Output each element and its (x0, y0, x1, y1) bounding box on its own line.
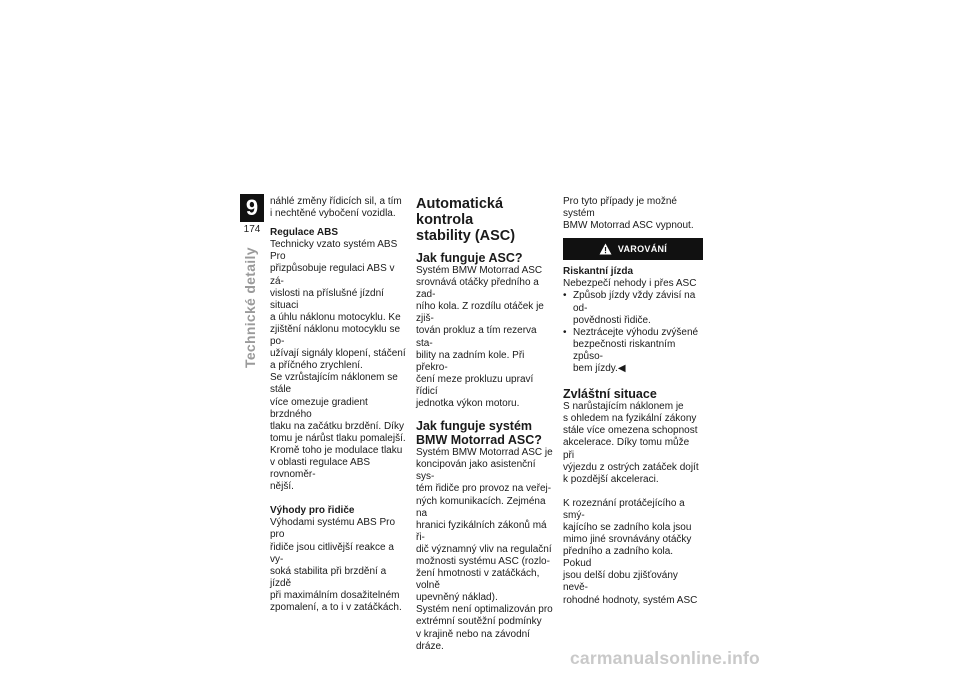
warning-bullet-list (563, 290, 703, 375)
heading-abs-regulation: Regulace ABS (270, 227, 338, 239)
heading-how-asc-works: Jak funguje ASC? (416, 251, 523, 265)
text-column-1 (270, 196, 410, 614)
chapter-side-title: Technické detaily (242, 247, 258, 368)
paragraph-system-concept: Systém BMW Motorrad ASC je koncipován jako asistenční sys- tém řidiče pro provoz na veřej- ných komunikacích. Zejména na hranici fyzikálních zákonů má ři- dič významný vliv na regulační možnosti systému ASC (rozlo- žení hmotnosti v zatáčkách, volně upevněný náklad). (416, 447, 553, 604)
text-column-3 (563, 196, 703, 607)
heading-how-system-works: Jak funguje systém BMW Motorrad ASC? (416, 419, 542, 448)
heading-risky-riding: Riskantní jízda (563, 266, 634, 278)
page-number: 174 (243, 224, 261, 235)
paragraph-how-asc-works: Systém BMW Motorrad ASC srovnává otáčky předního a zad- ního kola. Z rozdílu otáček je zjiš- tován prokluz a tím rezerva sta- bility na zadním kole. Při překro- čení meze prokluzu upraví řídicí jednotka výkon motoru. (416, 265, 544, 410)
warning-banner (563, 238, 703, 260)
chapter-number-tab: 9 (240, 194, 264, 222)
paragraph-special-situations: S narůstajícím náklonem je s ohledem na fyzikální zákony stále více omezena schopnost akcelerace. Díky tomu může při výjezdu z ostrých zatáček dojít k pozdější akceleraci. (563, 401, 699, 485)
paragraph-asc-off: Pro tyto případy je možné systém BMW Motorrad ASC vypnout. (563, 196, 694, 232)
section-title-asc: Automatická kontrola stability (ASC) (416, 196, 516, 244)
watermark-text: carmanualsonline.info (570, 648, 760, 668)
list-item: • Neztrácejte výhodu zvýšené bezpečnosti riskantním způso- bem jízdy.◀ (563, 327, 703, 375)
paragraph-risk: Nebezpečí nehody i přes ASC (563, 278, 697, 290)
paragraph-system-limits: Systém není optimalizován pro extrémní soutěžní podmínky v krajině nebo na závodní dráze. (416, 604, 553, 652)
paragraph-abs-regulation: Technicky vzato systém ABS Pro přizpůsobuje regulaci ABS v zá- vislosti na příslušné jízdní situaci a úhlu náklonu motocyklu. Ke zjištění náklonu motocyklu se po- užívají signály klopení, stáčení a příčného zrychlení. (270, 239, 406, 372)
text-column-2 (416, 196, 556, 653)
paragraph-rider-benefits: Výhodami systému ABS Pro pro řidiče jsou citlivější reakce a vy- soká stabilita při brzdění a jízdě při maximálním dosažitelném zpomalení, a to i v zatáčkách. (270, 517, 402, 613)
continued-paragraph: náhlé změny řídicích sil, a tím i nechtěné vybočení vozidla. (270, 196, 402, 220)
warning-label: VAROVÁNÍ (617, 244, 668, 255)
warning-triangle-icon (599, 243, 612, 255)
list-item: • Způsob jízdy vždy závisí na od- povědnosti řidiče. (563, 290, 703, 326)
paragraph-abs-lean: Se vzrůstajícím náklonem se stále více omezuje gradient brzdného tlaku na začátku brzdění. Díky tomu je nárůst tlaku pomalejší. Kromě toho je modulace tlaku v oblasti regulace ABS rovnoměr- nější. (270, 372, 406, 493)
heading-rider-benefits: Výhody pro řidiče (270, 505, 355, 517)
paragraph-wheel-comparison: K rozeznání protáčejícího a smý- kajícího se zadního kola jsou mimo jiné srovnávány otáčky předního a zadního kola. Pokud jsou delší dobu zjišťovány nevě- rohodné hodnoty, systém ASC (563, 497, 698, 606)
heading-special-situations: Zvláštní situace (563, 387, 657, 402)
